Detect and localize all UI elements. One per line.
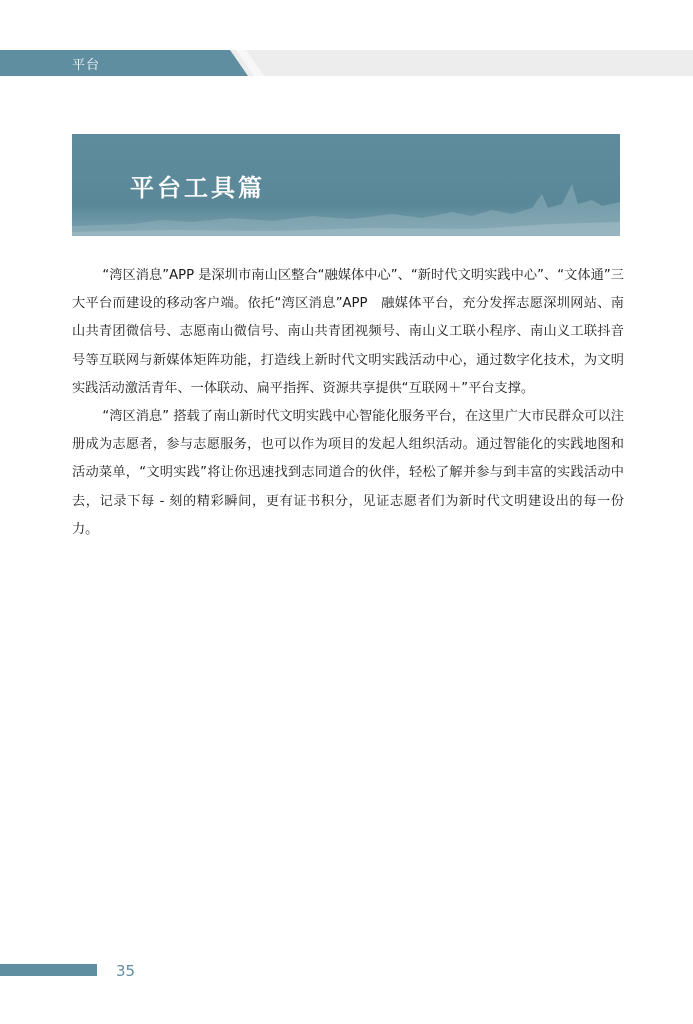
paragraph: “湾区消息” 搭载了南山新时代文明实践中心智能化服务平台，在这里广大市民群众可以注册成为志愿者，参与志愿服务，也可以作为项目的发起人组织活动。通过智能化的实践地图和活动菜单，“文明实践”将让你迅速找到志同道合的伙伴，轻松了解并参与到丰富的实践活动中去，记录下每 - 刻的精彩瞬间，更有证书积分，见证志愿者们为新时代文明建设出的每一份力。 (72, 409, 624, 537)
title-banner (72, 134, 620, 236)
header-section-tab (0, 50, 248, 76)
body-text (72, 262, 624, 544)
page-number: 35 (116, 962, 136, 980)
section-label: 平台 (72, 58, 101, 73)
footer-bar (0, 964, 97, 976)
paragraph: “湾区消息”APP 是深圳市南山区整合“融媒体中心”、“新时代文明实践中心”、“文体通”三大平台而建设的移动客户端。依托“湾区消息”APP 融媒体平台，充分发挥志愿深圳网站、南山共青团微信号、志愿南山微信号、南山共青团视频号、南山义工联小程序、南山义工联抖音号等互联网与新媒体矩阵功能，打造线上新时代文明实践活动中心，通过数字化技术，为文明实践活动激活青年、一体联动、扁平指挥、资源共享提供“互联网＋”平台支撑。 (72, 268, 624, 396)
page-title: 平台工具篇 (130, 174, 265, 202)
